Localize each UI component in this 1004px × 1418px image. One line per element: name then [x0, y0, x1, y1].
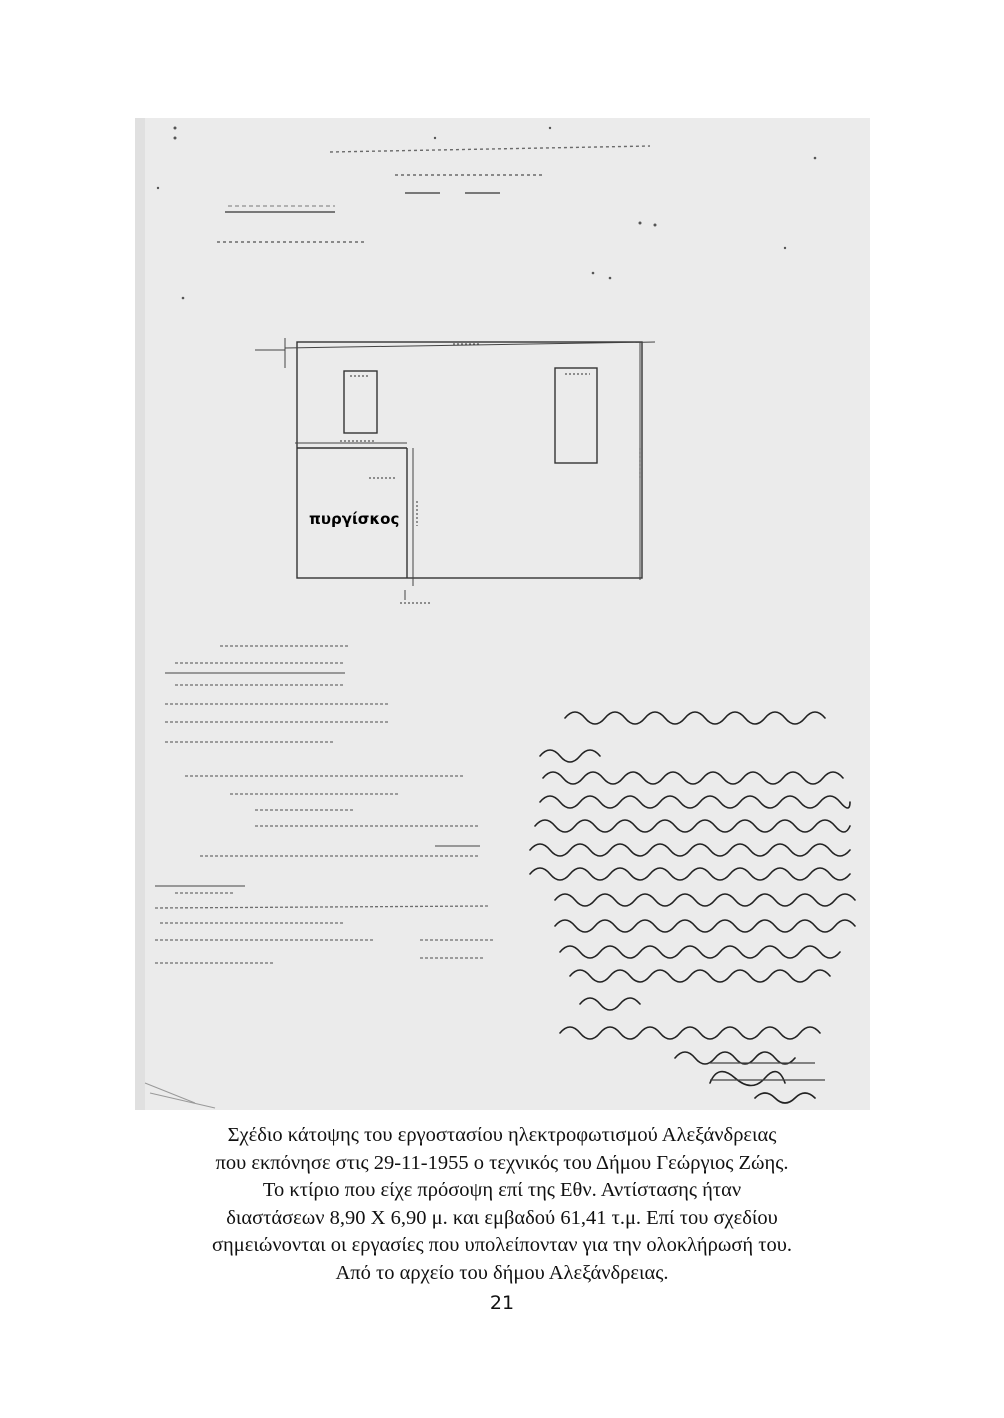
plan-label-tower: πυργίσκος: [309, 510, 400, 528]
floor-plan-drawing: [135, 118, 870, 1110]
caption-line: σημειώνονται οι εργασίες που υπολείπονταν για την ολοκλήρωσή του.: [211, 1234, 793, 1256]
caption-line: Σχέδιο κάτοψης του εργοστασίου ηλεκτροφωτισμού Αλεξάνδρειας: [227, 1124, 777, 1146]
caption-line: Το κτίριο που είχε πρόσοψη επί της Εθν. Αντίστασης ήταν: [262, 1179, 742, 1201]
caption-line: που εκπόνησε στις 29-11-1955 ο τεχνικός του Δήμου Γεώργιος Ζώης.: [215, 1151, 789, 1174]
caption-line: διαστάσεων 8,90 Χ 6,90 μ. και εμβαδού 61,41 τ.μ. Επί του σχεδίου: [226, 1206, 778, 1229]
page-number: 21: [489, 1292, 515, 1314]
scanned-floor-plan-image: [135, 118, 870, 1110]
figure-caption: [0, 1122, 1004, 1287]
caption-line: Από το αρχείο του δήμου Αλεξάνδρειας.: [335, 1261, 669, 1284]
